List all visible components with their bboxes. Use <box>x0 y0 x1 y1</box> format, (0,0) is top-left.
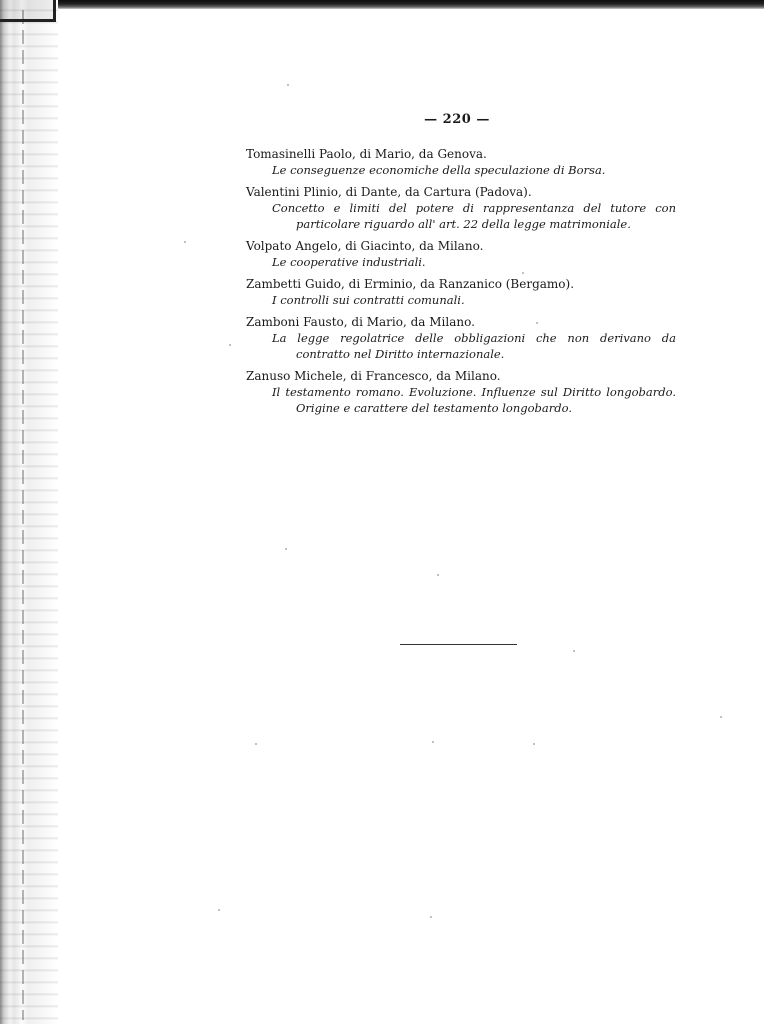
scan-corner-mark <box>0 0 56 22</box>
list-item <box>246 146 676 178</box>
thesis-title: Concetto e limiti del potere di rappresentanza del tutore con particolare riguardo all' art. 22 della legge matrimoniale. <box>272 201 676 231</box>
scan-speck <box>218 909 220 911</box>
author-name: Tomasinelli Paolo, di Mario, da Genova. <box>246 147 487 161</box>
thesis-title: I controlli sui contratti comunali. <box>272 293 465 307</box>
thesis-list <box>246 146 676 422</box>
scan-speck <box>432 741 434 743</box>
author-name: Valentini Plinio, di Dante, da Cartura (Padova). <box>246 185 532 199</box>
thesis-title: Il testamento romano. Evoluzione. Influenze sul Diritto longobardo. Origine e carattere del testamento longobardo. <box>272 385 676 415</box>
thesis-title: Le cooperative industriali. <box>272 255 426 269</box>
list-item <box>246 184 676 232</box>
scan-top-edge <box>0 0 764 9</box>
scan-speck <box>437 574 439 576</box>
scan-binding-line <box>22 10 24 1020</box>
list-item <box>246 368 676 416</box>
scan-speck <box>287 84 289 86</box>
scan-speck <box>533 743 535 745</box>
list-item <box>246 238 676 270</box>
thesis-title: Le conseguenze economiche della speculazione di Borsa. <box>272 163 606 177</box>
list-item <box>246 276 676 308</box>
scan-speck <box>255 743 257 745</box>
scan-speck <box>522 272 524 274</box>
scan-speck <box>229 344 231 346</box>
scan-left-margin <box>0 0 58 1024</box>
scan-speck <box>285 548 287 550</box>
author-name: Zanuso Michele, di Francesco, da Milano. <box>246 369 501 383</box>
scan-speck <box>720 716 722 718</box>
author-name: Zambetti Guido, di Erminio, da Ranzanico (Bergamo). <box>246 277 575 291</box>
section-divider <box>400 644 517 645</box>
scan-speck <box>184 241 186 243</box>
scan-speck <box>536 322 538 324</box>
author-name: Volpato Angelo, di Giacinto, da Milano. <box>246 239 484 253</box>
scan-speck <box>430 916 432 918</box>
list-item <box>246 314 676 362</box>
author-name: Zamboni Fausto, di Mario, da Milano. <box>246 315 475 329</box>
thesis-title: La legge regolatrice delle obbligazioni che non derivano da contratto nel Diritto internazionale. <box>272 331 676 361</box>
page-number: — 220 — <box>424 112 490 127</box>
scan-speck <box>573 650 575 652</box>
